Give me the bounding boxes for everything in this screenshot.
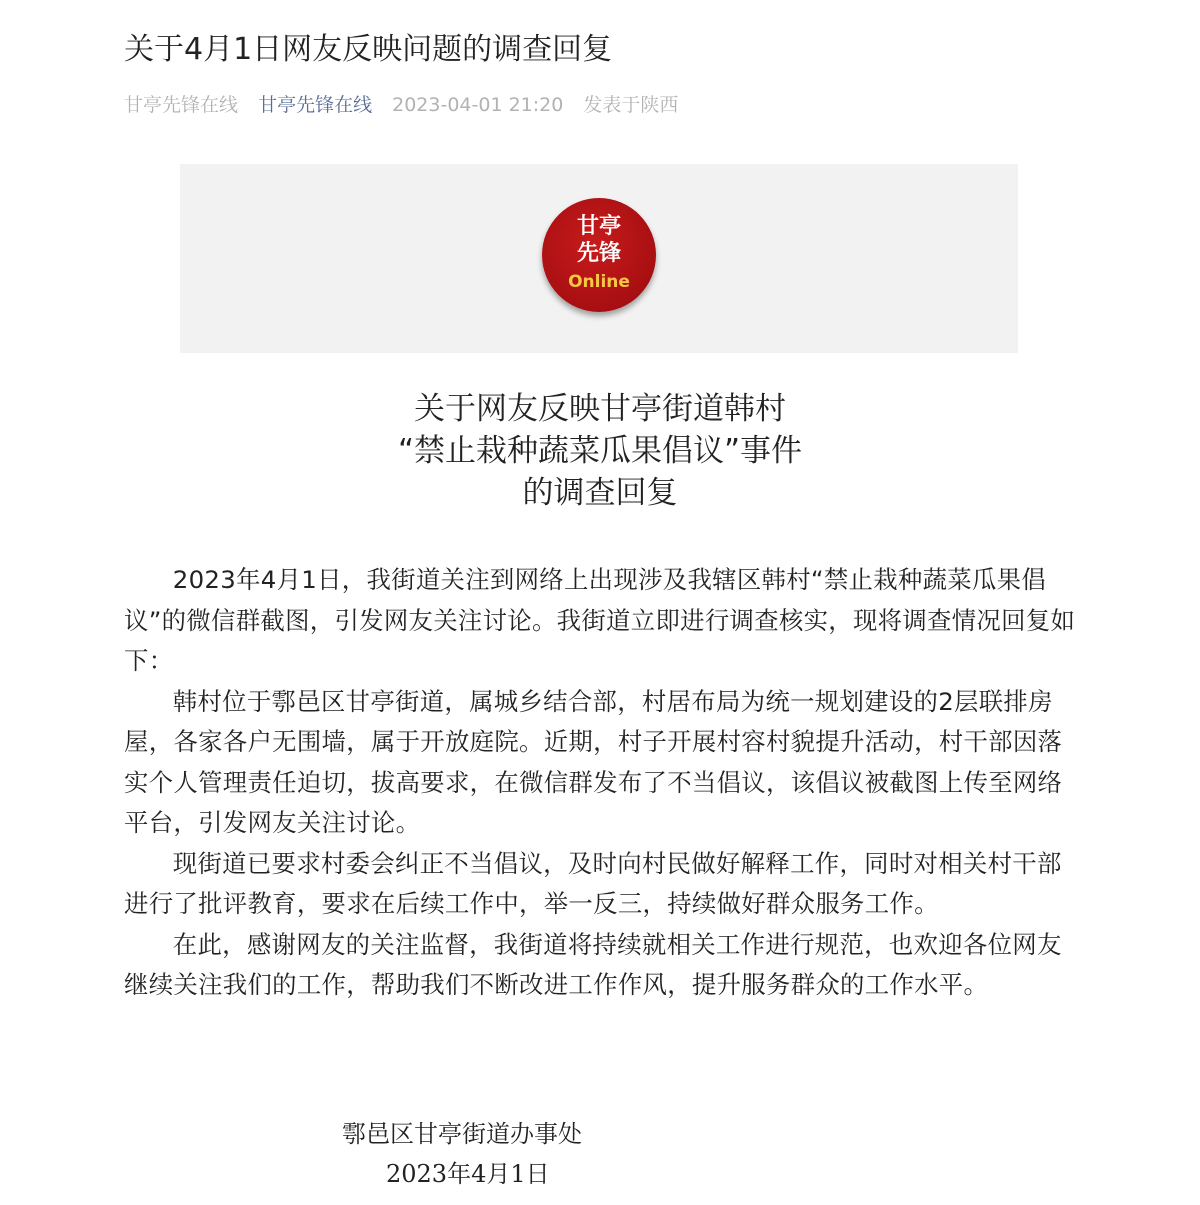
signature-date: 2023年4月1日: [386, 1160, 550, 1188]
account-logo: [542, 198, 656, 312]
headline-line-2: “禁止栽种蔬菜瓜果倡议”事件: [397, 433, 803, 469]
publish-time: 2023-04-01 21:20: [392, 94, 564, 116]
account-name-link[interactable]: 甘亭先锋在线: [258, 94, 373, 116]
signature-organization: 鄠邑区甘亭街道办事处: [342, 1120, 582, 1148]
notice-headline: [124, 388, 1076, 514]
article-meta: [124, 88, 692, 122]
body-paragraph-3: 现街道已要求村委会纠正不当倡议，及时向村民做好解释工作，同时对相关村干部进行了批评教育，要求在后续工作中，举一反三，持续做好群众服务工作。: [124, 848, 1062, 918]
publish-location: 发表于陕西: [583, 94, 679, 116]
body-paragraph-4: 在此，感谢网友的关注监督，我街道将持续就相关工作进行规范，也欢迎各位网友继续关注我们的工作，帮助我们不断改进工作作风，提升服务群众的工作水平。: [124, 929, 1062, 999]
logo-line-1: 甘亭: [576, 214, 621, 239]
article-body: [124, 560, 1076, 1006]
logo-line-3: Online: [568, 272, 630, 292]
headline-line-1: 关于网友反映甘亭街道韩村: [414, 391, 786, 427]
author-name: 甘亭先锋在线: [124, 94, 239, 116]
headline-line-3: 的调查回复: [522, 475, 678, 511]
cover-banner: [180, 164, 1018, 353]
logo-line-2: 先锋: [576, 241, 621, 266]
article-title: 关于4月1日网友反映问题的调查回复: [124, 32, 613, 67]
body-paragraph-2: 韩村位于鄠邑区甘亭街道，属城乡结合部，村居布局为统一规划建设的2层联排房屋，各家各户无围墙，属于开放庭院。近期，村子开展村容村貌提升活动，村干部因落实个人管理责任迫切，拔高要求，在微信群发布了不当倡议，该倡议被截图上传至网络平台，引发网友关注讨论。: [124, 686, 1063, 837]
body-paragraph-1: 2023年4月1日，我街道关注到网络上出现涉及我辖区韩村“禁止栽种蔬菜瓜果倡议”的微信群截图，引发网友关注讨论。我街道立即进行调查核实，现将调查情况回复如下：: [124, 565, 1076, 675]
